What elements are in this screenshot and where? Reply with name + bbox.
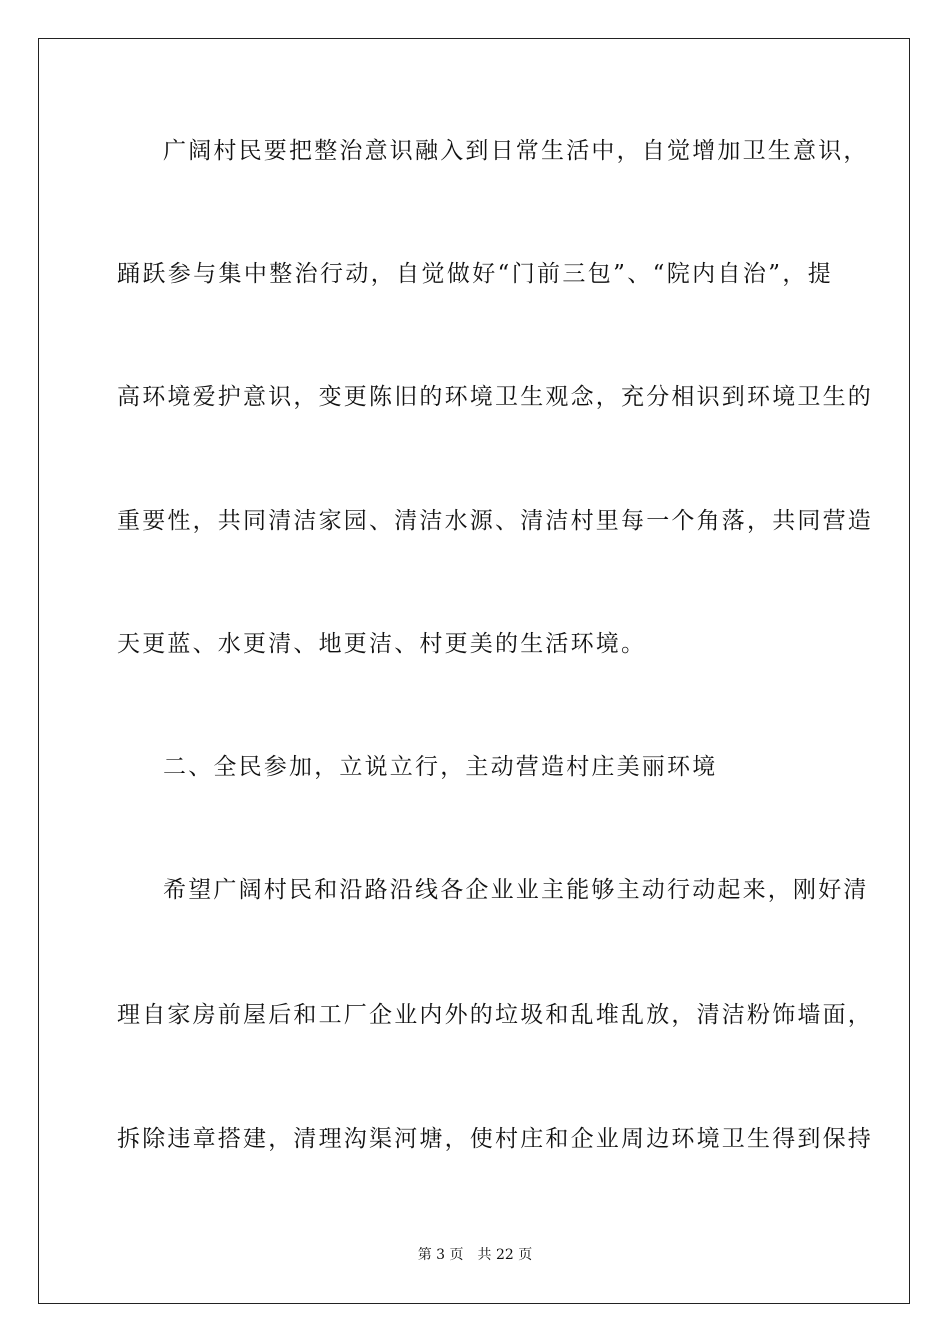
paragraph-2-line-2: 理自家房前屋后和工厂企业内外的垃圾和乱堆乱放，清洁粉饰墙面， (117, 1002, 873, 1028)
paragraph-1-line-1: 广阔村民要把整治意识融入到日常生活中，自觉增加卫生意识， (163, 138, 869, 164)
paragraph-1-line-3: 高环境爱护意识，变更陈旧的环境卫生观念，充分相识到环境卫生的 (117, 384, 873, 410)
paragraph-1-line-4: 重要性，共同清洁家园、清洁水源、清洁村里每一个角落，共同营造 (117, 508, 873, 534)
page-total: 共 22 页 (477, 1247, 533, 1263)
page-number: 第 3 页 (417, 1247, 464, 1263)
page-border (38, 38, 910, 1304)
paragraph-1-line-5: 天更蓝、水更清、地更洁、村更美的生活环境。 (117, 631, 647, 657)
section-heading: 二、全民参加，立说立行，主动营造村庄美丽环境 (163, 754, 718, 780)
paragraph-1-line-2: 踊跃参与集中整治行动，自觉做好“门前三包”、“院内自治”，提 (117, 261, 833, 287)
paragraph-2-line-3: 拆除违章搭建，清理沟渠河塘，使村庄和企业周边环境卫生得到保持 (117, 1126, 873, 1152)
page-footer (0, 1246, 950, 1264)
paragraph-2-line-1: 希望广阔村民和沿路沿线各企业业主能够主动行动起来，刚好清 (163, 877, 869, 903)
